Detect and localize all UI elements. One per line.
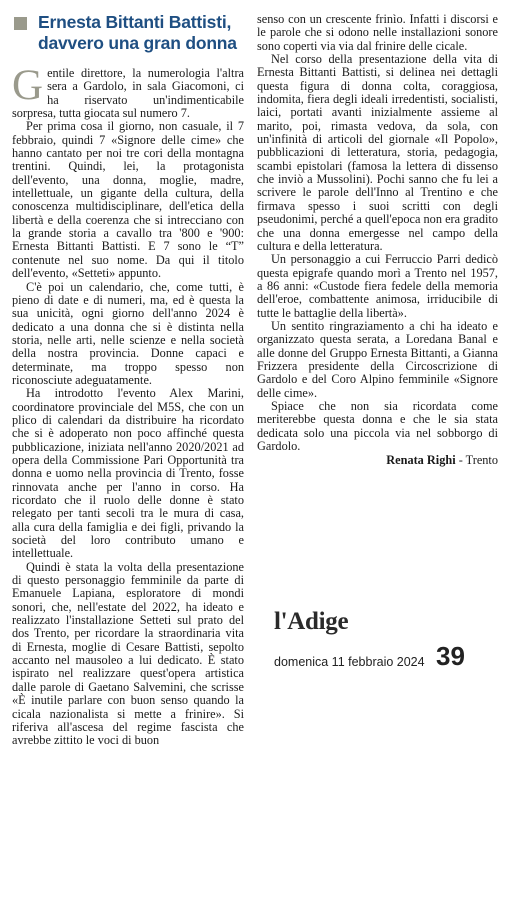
article-column-left: [12, 62, 244, 748]
paragraph-6: senso con un crescente frinìo. Infatti i discorsi e le parole che si odono nelle installazioni sonore sono coperti via via dal frinire delle cicale.: [257, 12, 498, 53]
issue-date: domenica 11 febbraio 2024: [274, 655, 425, 669]
article-headline: [14, 12, 264, 54]
paragraph-7: Nel corso della presentazione della vita di Ernesta Bittanti Battisti, si delinea nei dettagli questa figura di donna colta, coraggiosa, indomita, fiera degli ideali irredentisti, socialisti, laici, portati avanti inizialmente assieme al marito, poi, rimasta vedova, da sola, con un'infinità di articoli del giornale «Il Popolo», pubblicazioni di letteratura, storia, pedagogia, scambi epistolari (famosa la lettera di dissenso che inviò a Mussolini). Pochi sanno che fu lei a scrivere le parole dell'Inno al Trentino e che firmava spesso i suoi scritti con degli pseudonimi, perché a quell'epoca non era gradito che una donna emergesse nel campo della cultura e della letteratura.: [257, 52, 498, 253]
author-name: Renata Righi: [386, 453, 456, 468]
paragraph-4: Ha introdotto l'evento Alex Marini, coordinatore provinciale del M5S, che con un plico di calendari da distribuire ha ricordato che si è adoperato non poco affinché questa pubblicazione, iniziata nell'anno 2020/2021 ad opera della Commissione Pari Opportunità tra donna e uomo nella provincia di Trento, fosse rinnovata anche per l'anno in corso. Ha ricordato che il ruolo delle donne è stato relegato per tanti secoli tra le mura di casa, alla cura della famiglia e dei figli, privando la società del loro contributo umano e intellettuale.: [12, 386, 244, 561]
newspaper-logo: l'Adige: [274, 608, 349, 635]
paragraph-1: [12, 62, 244, 121]
paragraph-3: C'è poi un calendario, che, come tutti, è pieno di date e di numeri, ma, ed è questa la sua unicità, ogni giorno dell'anno 2024 è dedicato a una donna che si è distinta nella storia, nelle arti, nelle scienze e nella società della nostra provincia. Donne capaci e determinate, ma troppo spesso non riconosciute adeguatamente.: [12, 279, 244, 387]
paragraph-1-text: entile direttore, la numerologia l'altra sera a Gardolo, in sala Giacomoni, ci ha riservato un'indimenticabile sorpresa, tutta giocata sul numero 7.: [12, 66, 244, 121]
paragraph-10: Spiace che non sia ricordata come meriterebbe questa donna e che le sia stata dedicata solo una piccola via nel sobborgo di Gardolo.: [257, 398, 498, 453]
paragraph-8: Un personaggio a cui Ferruccio Parri dedicò questa epigrafe quando morì a Trento nel 1957, a 86 anni: «Custode fiera fedele della memoria dell'eroe, combattente animosa, irriducibile di tutte le battaglie della libertà».: [257, 252, 498, 320]
paragraph-2: Per prima cosa il giorno, non casuale, il 7 febbraio, quindi 7 «Signore delle cime» che hanno cantato per noi tre cori della montagna trentini. Quindi, lei, la protagonista dell'evento, una donna, moglie, madre, intellettuale, un gigante della cultura, della conoscenza multidisciplinare, dell'etica della libertà e della coerenza che si intrecciano con la grande storia a cavallo tra '800 e '900: Ernesta Bittanti Battisti. E 7 sono le “T” contenute nel suo nome. Da qui il titolo dell'evento, «Setteti» appunto.: [12, 119, 244, 281]
article-column-right: [257, 13, 498, 468]
dropcap-letter: G: [12, 62, 44, 109]
author-signature: [257, 454, 498, 467]
paragraph-9: Un sentito ringraziamento a chi ha ideato e organizzato questa serata, a Loredana Banal e alle donne del Gruppo Ernesta Bittanti, a Gianna Frizzera presidente della Circoscrizione di Gardolo e del Coro Alpino femminile «Signore delle cime».: [257, 318, 498, 400]
article-title: Ernesta Bittanti Battisti, davvero una gran donna: [38, 12, 237, 53]
title-square-marker: [14, 17, 27, 30]
author-place: - Trento: [455, 453, 498, 468]
page-number: 39: [436, 641, 465, 671]
paragraph-5: Quindi è stata la volta della presentazione di questo personaggio femminile da parte di Emanuele Lapiana, esploratore di mondi sonori, che, nell'estate del 2022, ha ideato e realizzato l'installazione Setteti sul prato del dos Trento, per ricordare la straordinaria vita di Ernesta, moglie di Cesare Battisti, sepolto accanto nel mausoleo a lui dedicato. È stato ispirato nel realizzare quest'opera artistica dalle parole di Gaetano Salvemini, che scrisse «È inutile parlare con buon senso quando la cicala nazionalista si mette a frinire». Si riferiva all'ascesa del regime fascista che avrebbe zittito le voci di buon: [12, 559, 244, 748]
